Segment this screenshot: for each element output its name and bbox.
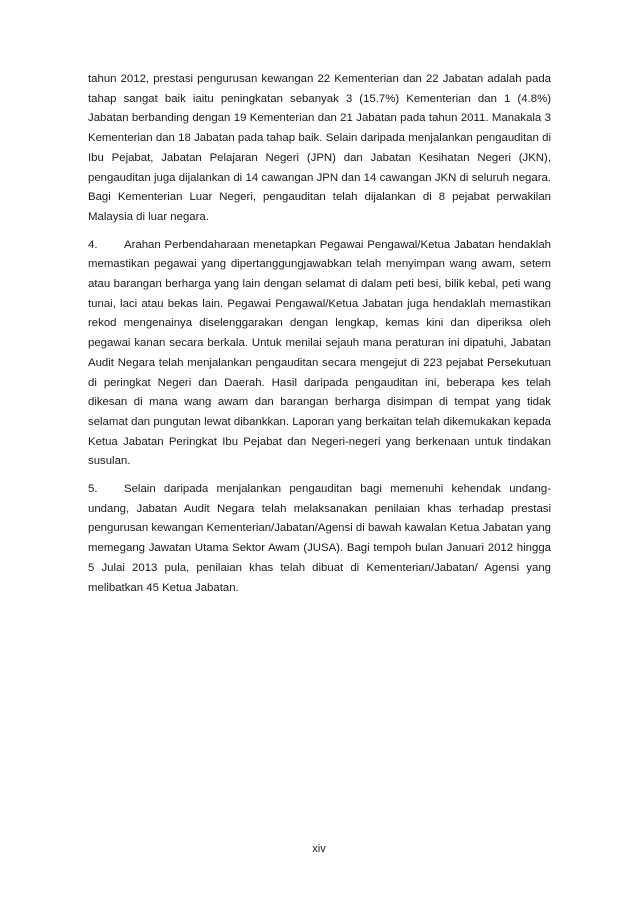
- paragraph-continued: [88, 70, 551, 228]
- paragraph-5: [88, 480, 551, 598]
- paragraph-text: Arahan Perbendaharaan menetapkan Pegawai Pengawal/Ketua Jabatan hendaklah memastikan pegawai yang dipertanggungjawabkan telah menyimpan wang awam, setem atau barangan berharga yang lain dengan selamat di dalam peti besi, bilik kebal, peti wang tunai, laci atau bekas lain. Pegawai Pengawal/Ketua Jabatan juga hendaklah memastikan rekod mengenainya diselenggarakan dengan lengkap, kemas kini dan diperiksa oleh pegawai kanan secara berkala. Untuk menilai sejauh mana peraturan ini dipatuhi, Jabatan Audit Negara telah menjalankan pengauditan secara mengejut di 223 pejabat Persekutuan di peringkat Negeri dan Daerah. Hasil daripada pengauditan ini, beberapa kes telah dikesan di mana wang awam dan barangan berharga disimpan di tempat yang tidak selamat dan pungutan lewat dibankkan. Laporan yang berkaitan telah dikemukakan kepada Ketua Jabatan Peringkat Ibu Pejabat dan Negeri-negeri yang berkenaan untuk tindakan susulan.: [88, 238, 551, 468]
- paragraph-4: [88, 236, 551, 472]
- page-body: [88, 70, 551, 606]
- paragraph-text: Selain daripada menjalankan pengauditan bagi memenuhi kehendak undang-undang, Jabatan Audit Negara telah melaksanakan penilaian khas terhadap prestasi pengurusan kewangan Kementerian/Jabatan/Agensi di bawah kawalan Ketua Jabatan yang memegang Jawatan Utama Sektor Awam (JUSA). Bagi tempoh bulan Januari 2012 hingga 5 Julai 2013 pula, penilaian khas telah dibuat di Kementerian/Jabatan/ Agensi yang melibatkan 45 Ketua Jabatan.: [88, 483, 551, 594]
- paragraph-text: tahun 2012, prestasi pengurusan kewangan 22 Kementerian dan 22 Jabatan adalah pada tahap sangat baik iaitu peningkatan sebanyak 3 (15.7%) Kementerian dan 1 (4.8%) Jabatan berbanding dengan 19 Kementerian dan 21 Jabatan pada tahun 2011. Manakala 3 Kementerian dan 18 Jabatan pada tahap baik. Selain daripada menjalankan pengauditan di Ibu Pejabat, Jabatan Pelajaran Negeri (JPN) dan Jabatan Kesihatan Negeri (JKN), pengauditan juga dijalankan di 14 cawangan JPN dan 14 cawangan JKN di seluruh negara. Bagi Kementerian Luar Negeri, pengauditan telah dijalankan di 8 pejabat perwakilan Malaysia di luar negara.: [88, 73, 551, 223]
- paragraph-number: 4.: [88, 238, 98, 251]
- page-number: xiv: [312, 843, 326, 855]
- paragraph-number: 5.: [88, 483, 98, 496]
